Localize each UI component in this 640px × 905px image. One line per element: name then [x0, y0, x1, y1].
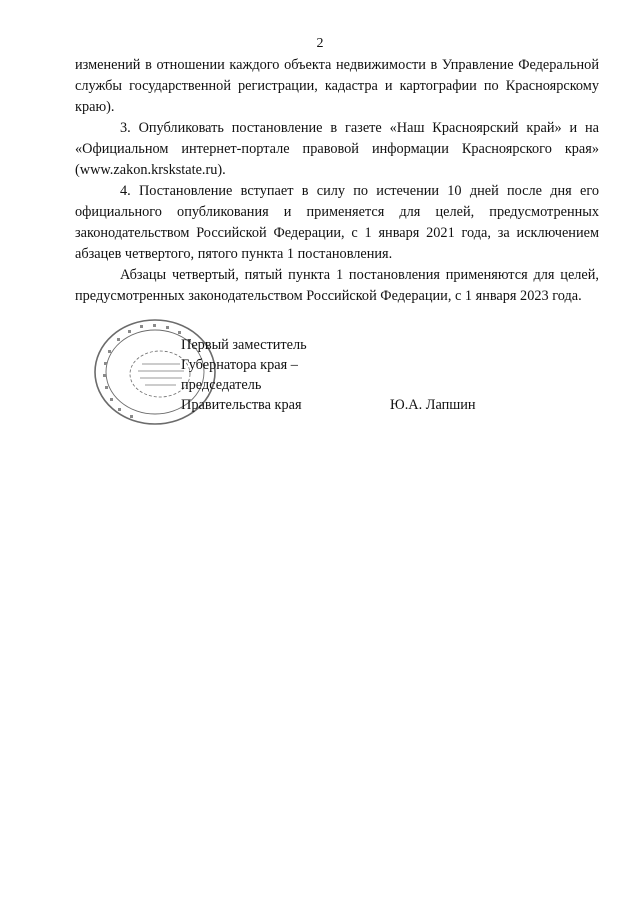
signatory-title-line: Первый заместитель — [181, 337, 307, 353]
signatory-title-line: Губернатора края – — [181, 357, 298, 373]
signatory-name: Ю.А. Лапшин — [390, 397, 476, 413]
paragraph-publication: 3. Опубликовать постановление в газете «Наш Красноярский край» и на «Официальном интернет-портале правовой информации Красноярского края» (www.zakon.krskstate.ru). — [75, 120, 599, 178]
paragraph-entry-into-force: 4. Постановление вступает в силу по истечении 10 дней после дня его официального опубликования и применяется для целей, предусмотренных законодательством Российской Федерации, с 1 января 2021 года, за исключением абзацев четвертого, пятого пункта 1 постановления. — [75, 183, 599, 262]
paragraph-application-2023: Абзацы четвертый, пятый пункта 1 постановления применяются для целей, предусмотренных законодательством Российской Федерации, с 1 января 2023 года. — [75, 267, 599, 304]
signatory-title-line: Правительства края — [181, 397, 302, 413]
signatory-title — [181, 335, 307, 415]
signatory-title-line: председатель — [181, 377, 262, 393]
paragraph-continuation: изменений в отношении каждого объекта недвижимости в Управление Федеральной службы государственной регистрации, кадастра и картографии по Красноярскому краю). — [75, 57, 599, 115]
page-number: 2 — [316, 36, 324, 51]
document-body — [75, 55, 599, 307]
